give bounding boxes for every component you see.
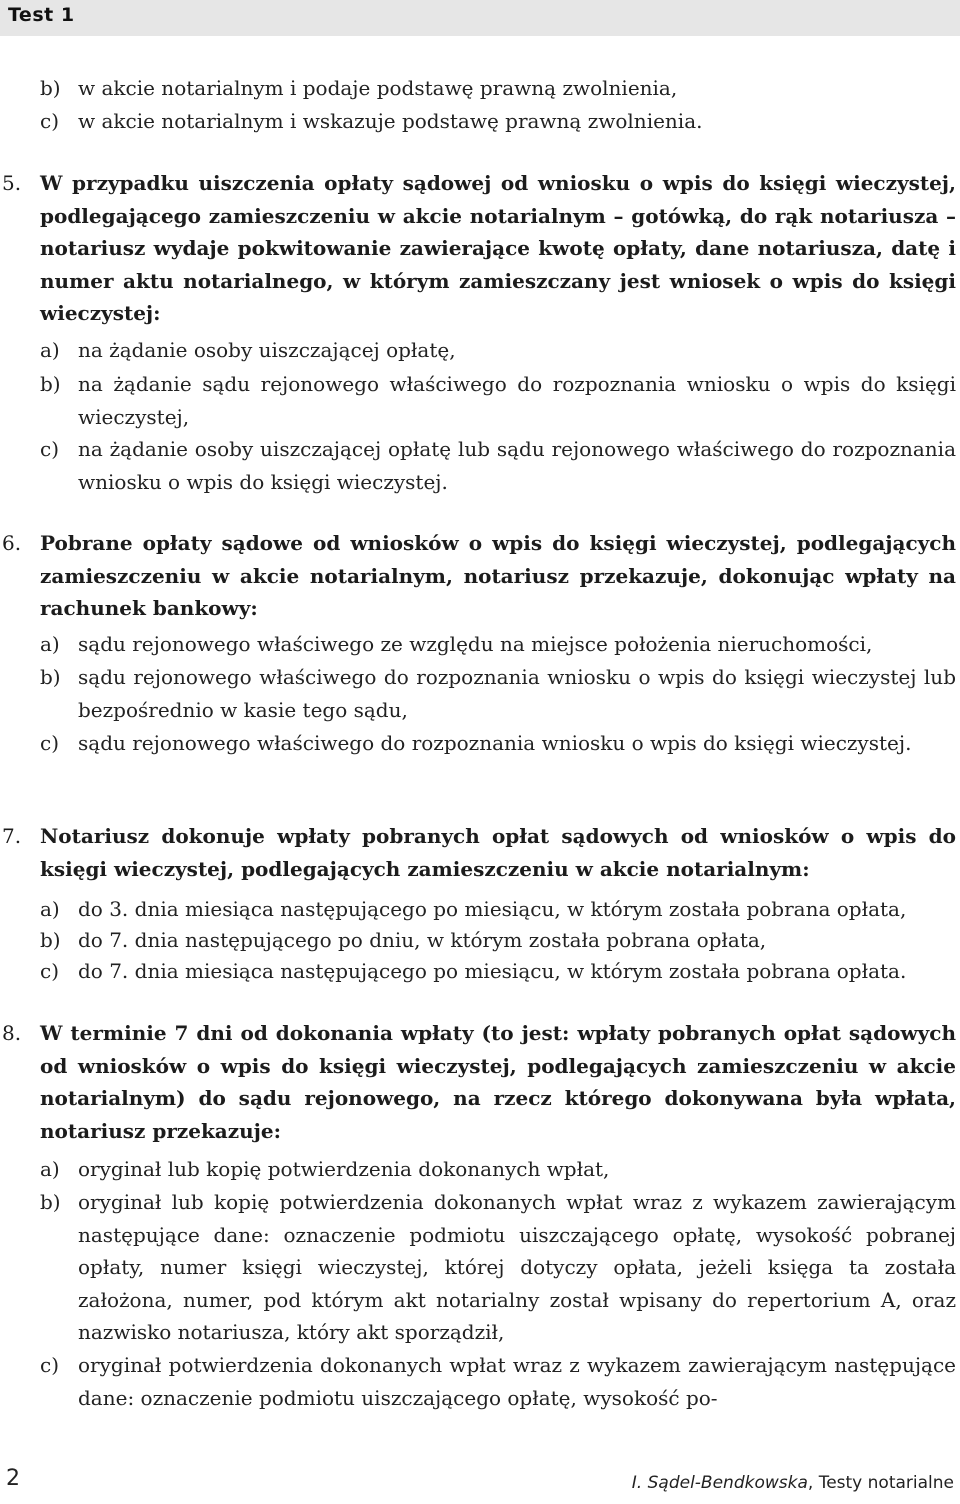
option-label: b): [40, 372, 61, 396]
question-text: Notariusz dokonuje wpłaty pobranych opłat sądowych od wniosków o wpis do księgi wieczystej, podlegających zamieszczeniu w akcie notarialnym:: [40, 824, 956, 881]
q5-option-c: [40, 433, 956, 498]
q7-option-b: [40, 924, 956, 957]
option-text: sądu rejonowego właściwego do rozpoznania wniosku o wpis do księgi wieczystej.: [78, 731, 912, 755]
footer-author: I. Sądel-Bendkowska: [631, 1473, 808, 1493]
option-text: do 7. dnia miesiąca następującego po miesiącu, w którym została pobrana opłata.: [78, 959, 907, 983]
q4-option-c: [40, 105, 956, 138]
question-8: [0, 1017, 956, 1147]
q5-option-a: [40, 334, 956, 367]
option-text: do 3. dnia miesiąca następującego po miesiącu, w którym została pobrana opłata,: [78, 897, 907, 921]
option-label: b): [40, 76, 61, 100]
question-5: [0, 167, 956, 330]
option-text: oryginał potwierdzenia dokonanych wpłat wraz z wykazem zawierającym następujące dane: oznaczenie podmiotu uiszczającego opłatę, wysokość po-: [78, 1353, 956, 1410]
option-label: a): [40, 338, 60, 362]
question-text: Pobrane opłaty sądowe od wniosków o wpis do księgi wieczystej, podlegających zamieszczeniu w akcie notarialnym, notariusz przekazuje, dokonując wpłaty na rachunek bankowy:: [40, 531, 956, 620]
question-number: 7.: [2, 824, 22, 848]
q6-option-c: [40, 727, 956, 760]
option-text: w akcie notarialnym i podaje podstawę prawną zwolnienia,: [78, 76, 678, 100]
q8-option-c: [40, 1349, 956, 1414]
option-label: c): [40, 731, 60, 755]
option-label: c): [40, 109, 60, 133]
q4-option-b: [40, 72, 956, 105]
option-text: na żądanie sądu rejonowego właściwego do rozpoznania wniosku o wpis do księgi wieczystej,: [78, 372, 956, 429]
question-7: [0, 820, 956, 885]
option-text: oryginał lub kopię potwierdzenia dokonanych wpłat wraz z wykazem zawierającym następujące dane: oznaczenie podmiotu uiszczającego opłatę, wysokość pobranej opłaty, numer księgi wieczystej, której dotyczy opłata, jeżeli księga ta została założona, numer, pod którym akt notarialny został wpisany do repertorium A, oraz nazwisko notariusza, który akt sporządził,: [78, 1190, 956, 1344]
option-label: a): [40, 632, 60, 656]
q7-option-c: [40, 955, 956, 988]
question-text: W terminie 7 dni od dokonania wpłaty (to jest: wpłaty pobranych opłat sądowych od wniosków o wpis do księgi wieczystej, podlegających zamieszczeniu w akcie notarialnym) do sądu rejonowego, na rzecz którego dokonywana była wpłata, notariusz przekazuje:: [40, 1021, 956, 1143]
option-label: b): [40, 928, 61, 952]
header-bar: [0, 0, 960, 36]
option-text: sądu rejonowego właściwego ze względu na miejsce położenia nieruchomości,: [78, 632, 873, 656]
q8-option-a: [40, 1153, 956, 1186]
page-number: 2: [6, 1466, 20, 1491]
question-number: 5.: [2, 171, 22, 195]
page-title: Test 1: [8, 4, 75, 26]
question-6: [0, 527, 956, 625]
q8-option-b: [40, 1186, 956, 1349]
option-text: na żądanie osoby uiszczającej opłatę,: [78, 338, 456, 362]
q5-option-b: [40, 368, 956, 433]
option-label: b): [40, 665, 61, 689]
option-label: a): [40, 897, 60, 921]
question-text: W przypadku uiszczenia opłaty sądowej od wniosku o wpis do księgi wieczystej, podlegającego zamieszczeniu w akcie notarialnym – gotówką, do rąk notariusza – notariusz wydaje pokwitowanie zawierające kwotę opłaty, dane notariusza, datę i numer aktu notarialnego, w którym zamieszczany jest wniosek o wpis do księgi wieczystej:: [40, 171, 956, 325]
footer-book-title: Testy notarialne: [818, 1473, 954, 1493]
option-label: c): [40, 437, 60, 461]
q7-option-a: [40, 893, 956, 926]
option-label: b): [40, 1190, 61, 1214]
q6-option-a: [40, 628, 956, 661]
running-footer: [632, 1473, 954, 1493]
option-text: na żądanie osoby uiszczającej opłatę lub sądu rejonowego właściwego do rozpoznania wniosku o wpis do księgi wieczystej.: [78, 437, 956, 494]
option-text: oryginał lub kopię potwierdzenia dokonanych wpłat,: [78, 1157, 610, 1181]
option-text: sądu rejonowego właściwego do rozpoznania wniosku o wpis do księgi wieczystej lub bezpośrednio w kasie tego sądu,: [78, 665, 956, 722]
question-number: 8.: [2, 1021, 22, 1045]
question-number: 6.: [2, 531, 22, 555]
option-label: a): [40, 1157, 60, 1181]
option-label: c): [40, 959, 60, 983]
option-label: c): [40, 1353, 60, 1377]
footer-separator: ,: [807, 1473, 814, 1493]
q6-option-b: [40, 661, 956, 726]
option-text: w akcie notarialnym i wskazuje podstawę prawną zwolnienia.: [78, 109, 703, 133]
option-text: do 7. dnia następującego po dniu, w którym została pobrana opłata,: [78, 928, 767, 952]
